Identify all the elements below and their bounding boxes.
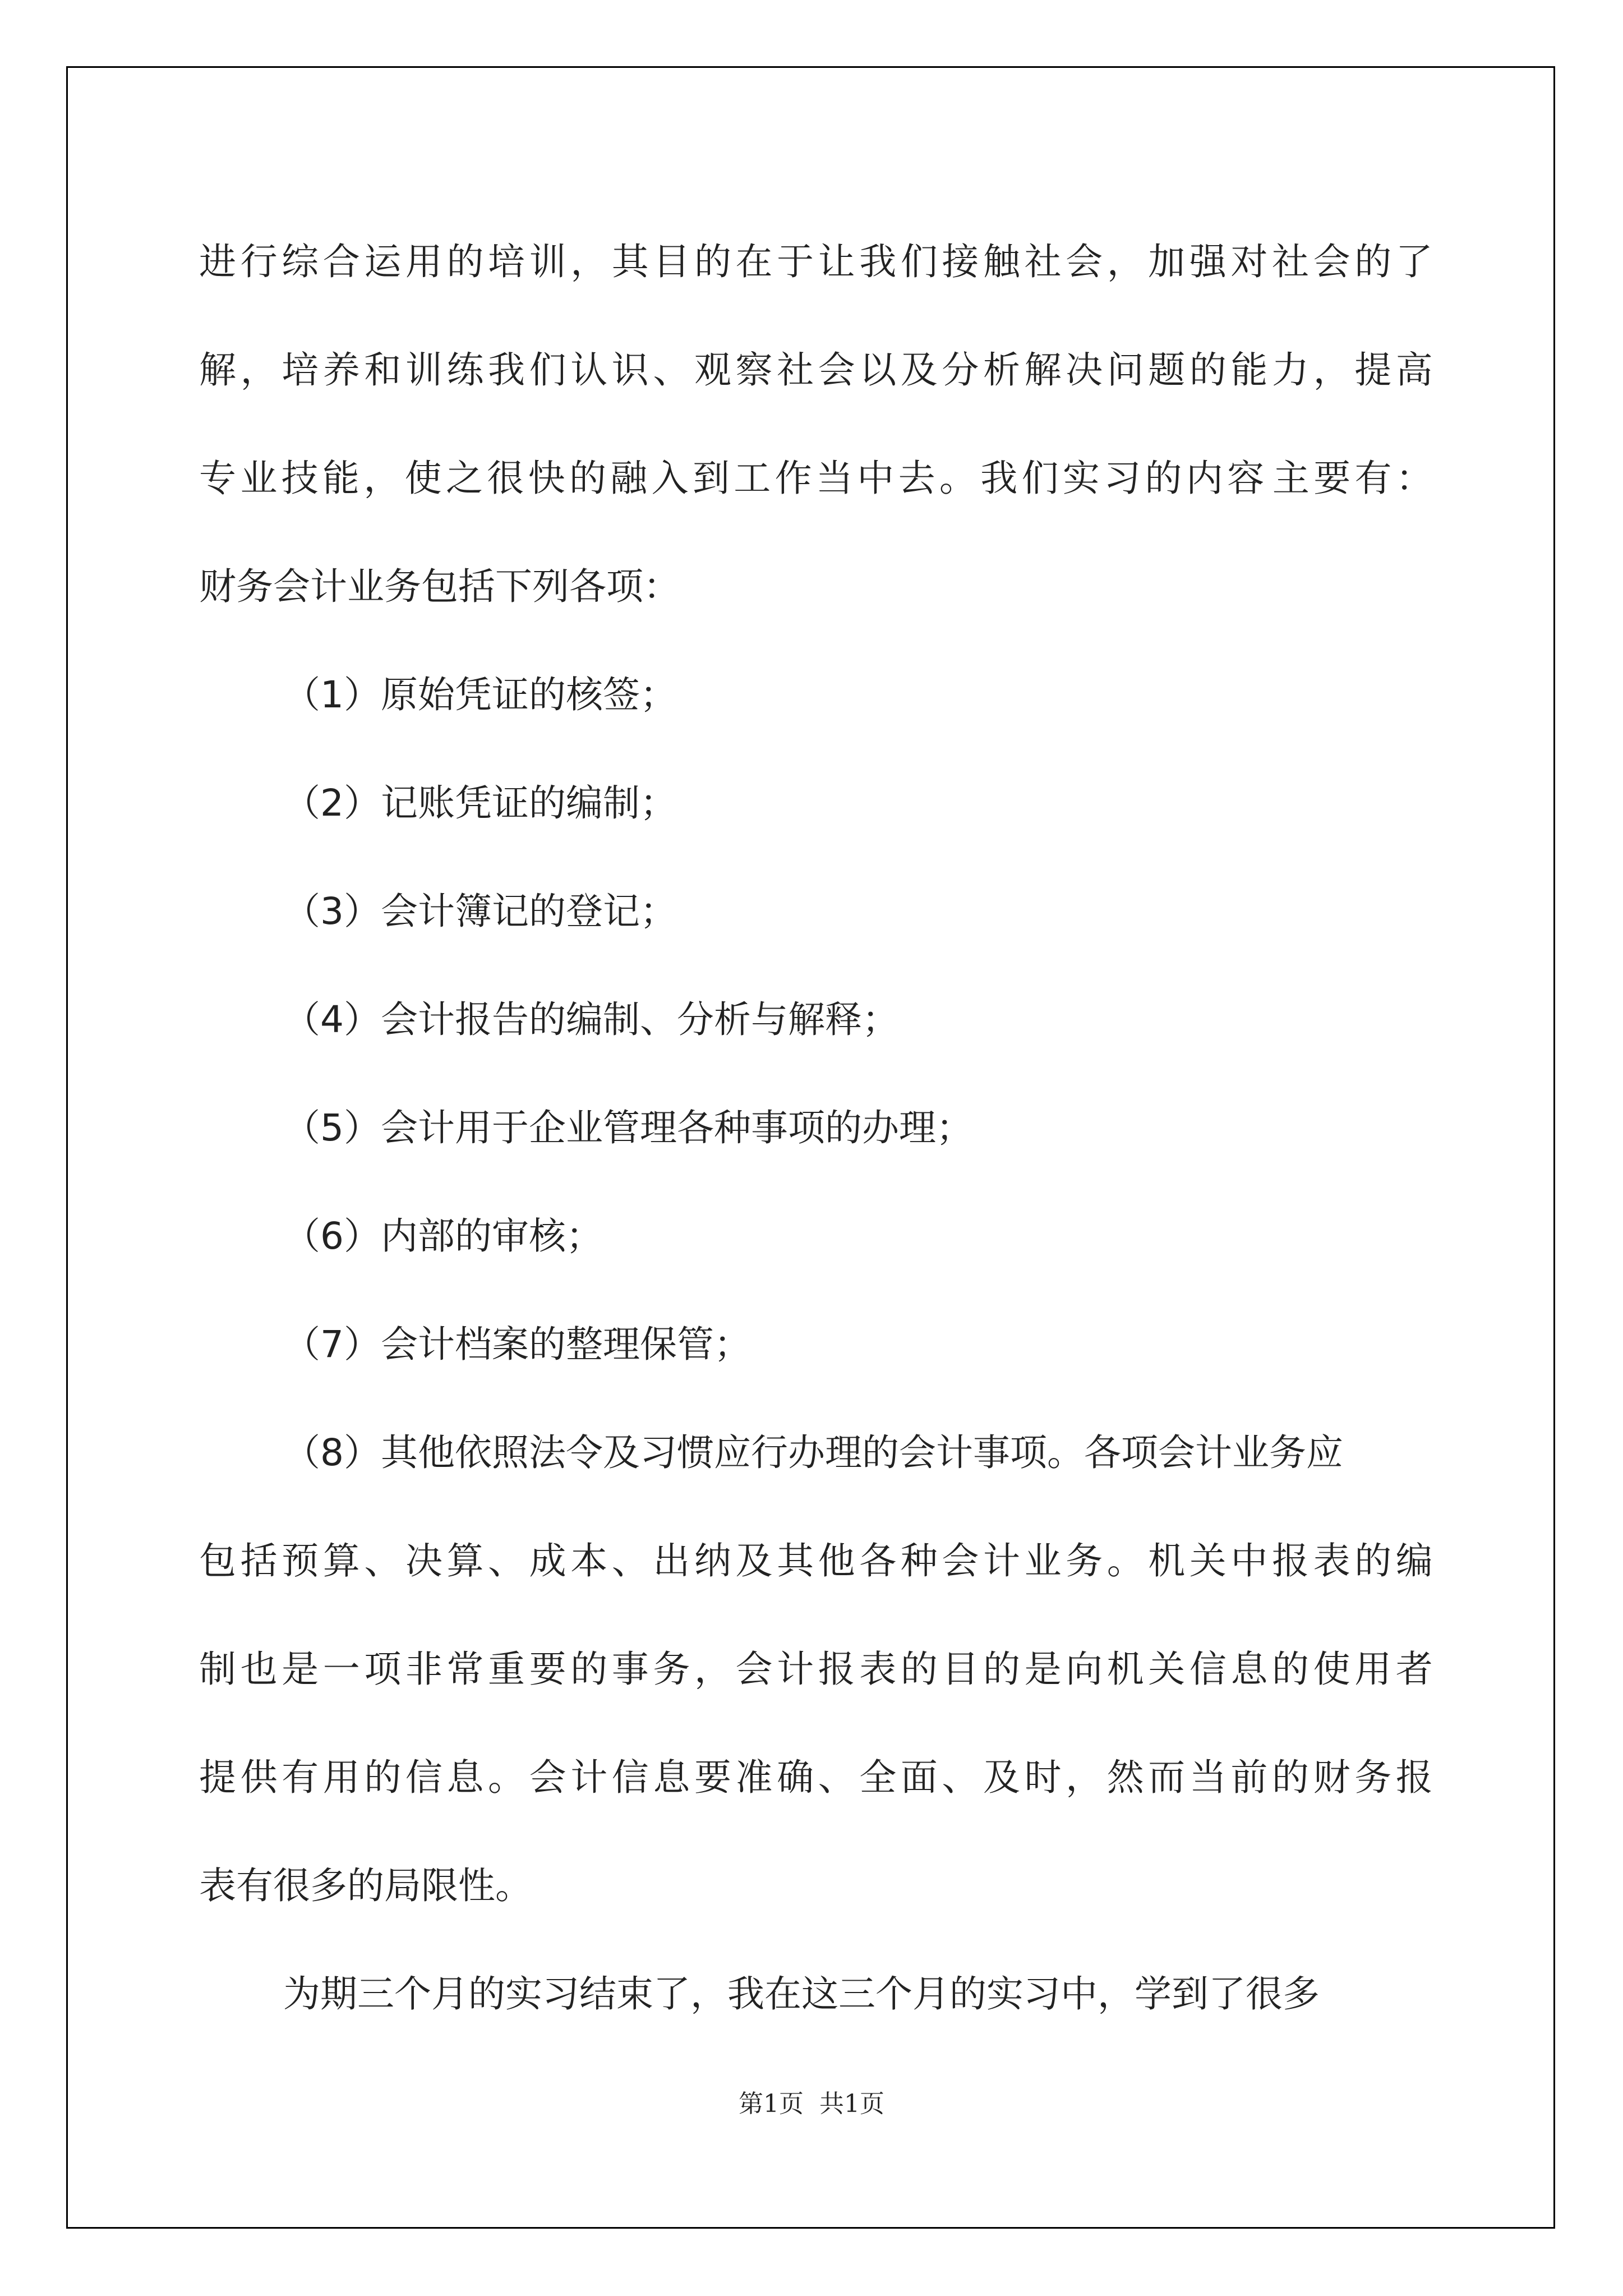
paragraph-line: 进 行 综 合 运 用 的 培 训 ， 其 目 的 在 于 让 我 们 接 触 社 会 ， 加 强 对 社 会 的 了 <box>199 240 1433 283</box>
paragraph-line: 制 也 是 一 项 非 常 重 要 的 事 务 ， 会 计 报 表 的 目 的 是 向 机 关 信 息 的 使 用 者 <box>199 1648 1433 1691</box>
list-item: （4）会计报告的编制、分析与解释； <box>283 998 899 1041</box>
page-number: 第1页 共1页 <box>739 2090 884 2118</box>
list-item: （1）原始凭证的核签； <box>283 673 677 716</box>
paragraph-line: 表有很多的局限性。 <box>199 1864 532 1907</box>
page-footer <box>0 2083 1623 2119</box>
paragraph-line: 提 供 有 用 的 信 息 。 会 计 信 息 要 准 确 、 全 面 、 及 时 ， 然 而 当 前 的 财 务 报 <box>199 1756 1433 1799</box>
paragraph-line: 为期三个月的实习结束了，我在这三个月的实习中，学到了很多 <box>283 1972 1320 2016</box>
document-body <box>199 208 1433 2048</box>
list-item: （3）会计簿记的登记； <box>283 890 677 933</box>
paragraph-line: 解 ， 培 养 和 训 练 我 们 认 识 、 观 察 社 会 以 及 分 析 解 决 问 题 的 能 力 ， 提 高 <box>199 348 1433 392</box>
paragraph-line: 财务会计业务包括下列各项： <box>199 565 680 608</box>
list-item: （7）会计档案的整理保管； <box>283 1323 751 1366</box>
list-item: （5）会计用于企业管理各种事项的办理； <box>283 1106 973 1149</box>
paragraph-line: 专 业 技 能 ， 使 之 很 快 的 融 入 到 工 作 当 中 去 。 我 们 实 习 的 内 容 主 要 有 ： <box>199 457 1433 500</box>
paragraph-line: 包 括 预 算 、 决 算 、 成 本 、 出 纳 及 其 他 各 种 会 计 业 务 。 机 关 中 报 表 的 编 <box>199 1539 1433 1582</box>
list-item: （2）记账凭证的编制； <box>283 781 677 825</box>
list-item: （6）内部的审核； <box>283 1214 603 1258</box>
paragraph-line: （8）其他依照法令及习惯应行办理的会计事项。各项会计业务应 <box>283 1431 1343 1474</box>
